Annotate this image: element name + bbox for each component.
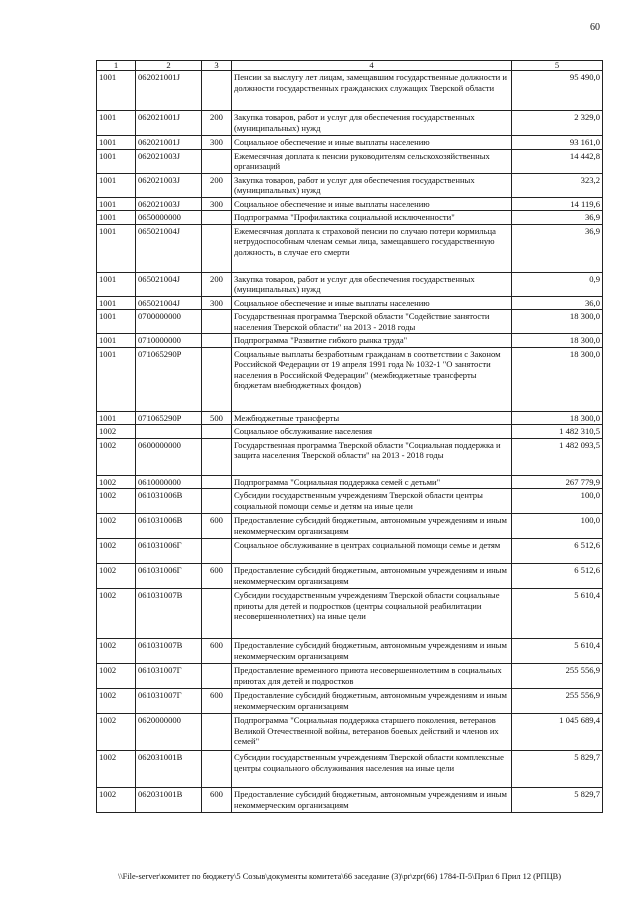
cell-name: Пенсии за выслугу лет лицам, замещавшим государственные должности и должности государственных гражданских служащих Тверской области: [232, 71, 512, 111]
cell-amount: 36,9: [512, 211, 603, 224]
cell-expense-type: [202, 751, 232, 788]
cell-section: 1001: [97, 296, 136, 309]
cell-section: 1002: [97, 539, 136, 564]
table-row: [97, 149, 603, 173]
cell-target-article: 0700000000: [136, 310, 202, 334]
table-row: [97, 211, 603, 224]
cell-section: 1001: [97, 136, 136, 149]
cell-target-article: 061031007Г: [136, 664, 202, 689]
cell-section: 1001: [97, 197, 136, 210]
table-row: [97, 664, 603, 689]
cell-name: Межбюджетные трансферты: [232, 411, 512, 424]
cell-expense-type: [202, 475, 232, 488]
cell-expense-type: [202, 589, 232, 639]
table-row: [97, 310, 603, 334]
cell-amount: 6 512,6: [512, 564, 603, 589]
cell-section: 1001: [97, 310, 136, 334]
cell-name: Социальное обеспечение и иные выплаты населению: [232, 197, 512, 210]
cell-expense-type: 300: [202, 136, 232, 149]
cell-amount: 1 482 310,5: [512, 425, 603, 438]
cell-expense-type: 600: [202, 564, 232, 589]
cell-target-article: 061031007Г: [136, 689, 202, 714]
cell-amount: 267 779,9: [512, 475, 603, 488]
cell-name: Предоставление субсидий бюджетным, автономным учреждениям и иным некоммерческим организациям: [232, 639, 512, 664]
cell-name: Социальное обслуживание населения: [232, 425, 512, 438]
column-header-4: 4: [232, 61, 512, 71]
cell-target-article: 0710000000: [136, 334, 202, 347]
cell-name: Предоставление субсидий бюджетным, автономным учреждениям и иным некоммерческим организациям: [232, 788, 512, 813]
table-row: [97, 224, 603, 272]
cell-name: Ежемесячная доплата к пенсии руководителям сельскохозяйственных организаций: [232, 149, 512, 173]
cell-amount: 255 556,9: [512, 664, 603, 689]
table-row: [97, 272, 603, 296]
cell-amount: 14 119,6: [512, 197, 603, 210]
cell-name: Субсидии государственным учреждениям Тверской области центры социальной помощи семье и детям на иные цели: [232, 489, 512, 514]
column-header-5: 5: [512, 61, 603, 71]
table-row: [97, 425, 603, 438]
table-row: [97, 334, 603, 347]
table-row: [97, 438, 603, 475]
cell-target-article: 062021001J: [136, 111, 202, 136]
cell-amount: 100,0: [512, 489, 603, 514]
cell-target-article: 0600000000: [136, 438, 202, 475]
cell-expense-type: [202, 539, 232, 564]
cell-target-article: 062031001В: [136, 751, 202, 788]
cell-name: Субсидии государственным учреждениям Тверской области комплексные центры социального обслуживания населения на иные цели: [232, 751, 512, 788]
cell-expense-type: 300: [202, 197, 232, 210]
cell-name: Социальные выплаты безработным гражданам в соответствии с Законом Российской Федерации от 19 апреля 1991 года № 1032-1 "О занятости населения в Российской Федерации" (межбюджетные трансферты бюджетам внебюджетных фондов): [232, 347, 512, 411]
table-row: [97, 136, 603, 149]
cell-name: Подпрограмма "Социальная поддержка старшего поколения, ветеранов Великой Отечественной войны, ветеранов боевых действий и членов их семей": [232, 714, 512, 751]
cell-name: Социальное обеспечение и иные выплаты населению: [232, 296, 512, 309]
cell-section: 1001: [97, 173, 136, 197]
cell-name: Закупка товаров, работ и услуг для обеспечения государственных (муниципальных) нужд: [232, 111, 512, 136]
cell-target-article: 061031006Г: [136, 539, 202, 564]
cell-name: Подпрограмма "Развитие гибкого рынка труда": [232, 334, 512, 347]
cell-expense-type: [202, 714, 232, 751]
cell-expense-type: [202, 149, 232, 173]
cell-name: Предоставление временного приюта несовершеннолетним в социальных приютах для детей и подростков: [232, 664, 512, 689]
cell-name: Предоставление субсидий бюджетным, автономным учреждениям и иным некоммерческим организациям: [232, 514, 512, 539]
cell-target-article: 062021003J: [136, 197, 202, 210]
cell-expense-type: [202, 211, 232, 224]
cell-amount: 0,9: [512, 272, 603, 296]
cell-section: 1001: [97, 149, 136, 173]
cell-target-article: 0620000000: [136, 714, 202, 751]
cell-expense-type: [202, 489, 232, 514]
cell-expense-type: 200: [202, 173, 232, 197]
table-row: [97, 639, 603, 664]
cell-amount: 93 161,0: [512, 136, 603, 149]
cell-expense-type: 200: [202, 111, 232, 136]
cell-expense-type: 600: [202, 689, 232, 714]
cell-section: 1002: [97, 689, 136, 714]
cell-name: Государственная программа Тверской области "Социальная поддержка и защита населения Тверской области" на 2013 - 2018 годы: [232, 438, 512, 475]
cell-amount: 36,0: [512, 296, 603, 309]
table-row: [97, 539, 603, 564]
cell-name: Подпрограмма "Профилактика социальной исключенности": [232, 211, 512, 224]
table-row: [97, 788, 603, 813]
cell-name: Предоставление субсидий бюджетным, автономным учреждениям и иным некоммерческим организациям: [232, 564, 512, 589]
cell-target-article: 062021003J: [136, 173, 202, 197]
cell-expense-type: 500: [202, 411, 232, 424]
cell-section: 1002: [97, 438, 136, 475]
cell-target-article: 062021001J: [136, 71, 202, 111]
cell-name: Социальное обеспечение и иные выплаты населению: [232, 136, 512, 149]
cell-target-article: 0610000000: [136, 475, 202, 488]
cell-name: Социальное обслуживание в центрах социальной помощи семье и детям: [232, 539, 512, 564]
cell-target-article: [136, 425, 202, 438]
cell-expense-type: [202, 310, 232, 334]
cell-amount: 18 300,0: [512, 334, 603, 347]
table-row: [97, 689, 603, 714]
cell-section: 1002: [97, 714, 136, 751]
cell-expense-type: 600: [202, 639, 232, 664]
cell-section: 1002: [97, 639, 136, 664]
cell-amount: 100,0: [512, 514, 603, 539]
cell-target-article: 071065290P: [136, 411, 202, 424]
cell-expense-type: 600: [202, 788, 232, 813]
cell-amount: 18 300,0: [512, 347, 603, 411]
cell-section: 1001: [97, 347, 136, 411]
cell-section: 1002: [97, 514, 136, 539]
cell-amount: 5 829,7: [512, 788, 603, 813]
cell-name: Подпрограмма "Социальная поддержка семей с детьми": [232, 475, 512, 488]
cell-section: 1002: [97, 751, 136, 788]
cell-section: 1002: [97, 564, 136, 589]
cell-expense-type: [202, 347, 232, 411]
cell-expense-type: [202, 438, 232, 475]
cell-target-article: 065021004J: [136, 272, 202, 296]
cell-name: Закупка товаров, работ и услуг для обеспечения государственных (муниципальных) нужд: [232, 173, 512, 197]
cell-name: Предоставление субсидий бюджетным, автономным учреждениям и иным некоммерческим организациям: [232, 689, 512, 714]
cell-name: Закупка товаров, работ и услуг для обеспечения государственных (муниципальных) нужд: [232, 272, 512, 296]
budget-table: [96, 60, 603, 813]
cell-target-article: 062031001В: [136, 788, 202, 813]
table-row: [97, 296, 603, 309]
file-path-footer: \\File-server\комитет по бюджету\5 Созыв\документы комитета\66 заседание (3)\pr\zpr(66) 1784-П-5\Прил 6 Прил 12 (РПЦВ): [118, 872, 562, 881]
cell-section: 1001: [97, 111, 136, 136]
cell-section: 1001: [97, 211, 136, 224]
cell-target-article: 061031007В: [136, 639, 202, 664]
table-row: [97, 589, 603, 639]
cell-section: 1002: [97, 425, 136, 438]
table-row: [97, 347, 603, 411]
cell-expense-type: [202, 425, 232, 438]
cell-section: 1002: [97, 489, 136, 514]
table-row: [97, 197, 603, 210]
table-row: [97, 173, 603, 197]
cell-target-article: 071065290P: [136, 347, 202, 411]
table-header-row: [97, 61, 603, 71]
cell-section: 1001: [97, 272, 136, 296]
cell-expense-type: [202, 664, 232, 689]
cell-amount: 18 300,0: [512, 411, 603, 424]
cell-section: 1002: [97, 788, 136, 813]
cell-amount: 6 512,6: [512, 539, 603, 564]
cell-target-article: 0650000000: [136, 211, 202, 224]
table-row: [97, 71, 603, 111]
cell-amount: 1 482 093,5: [512, 438, 603, 475]
cell-amount: 5 610,4: [512, 589, 603, 639]
table-body: [97, 71, 603, 813]
cell-section: 1002: [97, 475, 136, 488]
cell-amount: 2 329,0: [512, 111, 603, 136]
cell-amount: 95 490,0: [512, 71, 603, 111]
cell-expense-type: 200: [202, 272, 232, 296]
cell-amount: 255 556,9: [512, 689, 603, 714]
cell-target-article: 061031006Г: [136, 564, 202, 589]
table-row: [97, 411, 603, 424]
cell-target-article: 065021004J: [136, 296, 202, 309]
table-row: [97, 714, 603, 751]
table-row: [97, 111, 603, 136]
cell-expense-type: 300: [202, 296, 232, 309]
cell-amount: 36,9: [512, 224, 603, 272]
cell-amount: 5 829,7: [512, 751, 603, 788]
cell-expense-type: [202, 224, 232, 272]
cell-section: 1001: [97, 334, 136, 347]
table-row: [97, 751, 603, 788]
cell-amount: 1 045 689,4: [512, 714, 603, 751]
table-row: [97, 564, 603, 589]
cell-name: Государственная программа Тверской области "Содействие занятости населения Тверской области" на 2013 - 2018 годы: [232, 310, 512, 334]
cell-expense-type: 600: [202, 514, 232, 539]
cell-target-article: 062021003J: [136, 149, 202, 173]
cell-name: Субсидии государственным учреждениям Тверской области социальные приюты для детей и подростков (центры социальной реабилитации несовершеннолетних) на иные цели: [232, 589, 512, 639]
cell-amount: 5 610,4: [512, 639, 603, 664]
cell-section: 1001: [97, 224, 136, 272]
cell-section: 1001: [97, 71, 136, 111]
column-header-1: 1: [97, 61, 136, 71]
cell-section: 1002: [97, 664, 136, 689]
cell-expense-type: [202, 71, 232, 111]
cell-amount: 18 300,0: [512, 310, 603, 334]
cell-target-article: 061031007В: [136, 589, 202, 639]
cell-section: 1002: [97, 589, 136, 639]
cell-target-article: 061031006В: [136, 514, 202, 539]
table-row: [97, 475, 603, 488]
column-header-2: 2: [136, 61, 202, 71]
cell-target-article: 061031006В: [136, 489, 202, 514]
page-number: 60: [590, 22, 600, 33]
table-row: [97, 514, 603, 539]
cell-expense-type: [202, 334, 232, 347]
column-header-3: 3: [202, 61, 232, 71]
cell-target-article: 065021004J: [136, 224, 202, 272]
cell-amount: 14 442,8: [512, 149, 603, 173]
table-row: [97, 489, 603, 514]
cell-target-article: 062021001J: [136, 136, 202, 149]
cell-name: Ежемесячная доплата к страховой пенсии по случаю потери кормильца нетрудоспособным членам семьи лица, замещавшего государственную должность, в случае его смерти: [232, 224, 512, 272]
cell-amount: 323,2: [512, 173, 603, 197]
cell-section: 1001: [97, 411, 136, 424]
